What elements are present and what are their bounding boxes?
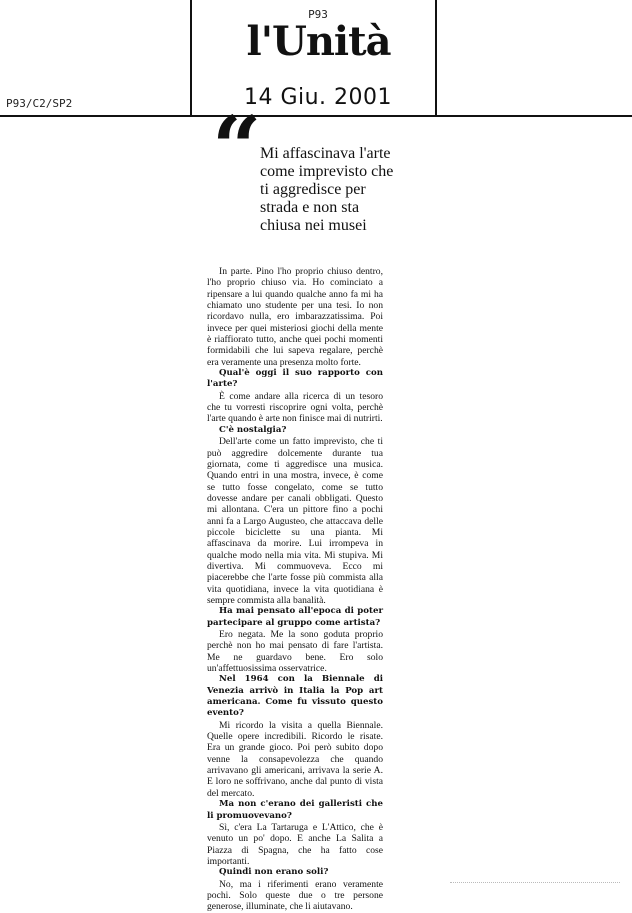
- article-paragraph: Sì, c'era La Tartaruga e L'Attico, che è venuto un po' dopo. E anche La Salita a Piazza di Spagna, che ha fatto cose importanti.: [207, 821, 383, 867]
- publication-date: 14 Giu. 2001: [243, 85, 393, 110]
- header-bottom-rule: [0, 115, 632, 117]
- article-paragraph: Ero negata. Me la sono goduta proprio perchè non ho mai pensato di fare l'artista. Me ne guardavo bene. Ero solo un'affettuosissima osservatrice.: [207, 629, 383, 675]
- header-left-rule: [190, 0, 192, 117]
- article-paragraph: In parte. Pino l'ho proprio chiuso dentro, l'ho proprio chiuso via. Ho cominciato a ripensare a lui quando qualche anno fa mi ha chiamato uno studente per una tesi. Io non ricordavo nulla, ero imbarazzatissima. Poi invece per quei misteriosi giochi della mente è riaffiorato tutto, anche quei pochi momenti formidabili che lui sapeva regalare, perchè era veramente una presenza molto forte.: [207, 266, 383, 368]
- interview-question: Qual'è oggi il suo rapporto con l'arte?: [207, 368, 383, 390]
- article-paragraph: È come andare alla ricerca di un tesoro che tu vorresti riscoprire ogni volta, perchè l'arte quando è arte non finisce mai di nutrirti.: [207, 390, 383, 425]
- interview-question: Ma non c'erano dei galleristi che li promuovevano?: [207, 799, 383, 821]
- scan-artifact-divider: [450, 882, 620, 885]
- interview-question: Ha mai pensato all'epoca di poter partecipare al gruppo come artista?: [207, 606, 383, 628]
- header-right-rule: [435, 0, 437, 117]
- section-code: P93/C2/SP2: [6, 97, 73, 110]
- interview-question: Nel 1964 con la Biennale di Venezia arrivò in Italia la Pop art americana. Come fu vissuto questo evento?: [207, 674, 383, 719]
- article-paragraph: Dell'arte come un fatto imprevisto, che ti può aggredire dolcemente durante tua giornata, come ti aggredisce una musica. Quando entri in una mostra, invece, è come se tutto fosse congelato, come se tutto dovesse andare per canali obbligati. Questo mi allontana. C'era un pittore fino a pochi anni fa a Largo Augusteo, che attaccava delle piccole biciclette su una pianta. Mi affascinava da morire. Lui irrompeva in qualche modo nella mia vita. Mi stupiva. Mi divertiva. Mi commuoveva. Ecco mi piacerebbe che l'arte fosse più commista alla vita quotidiana, invece la vita quotidiana è sempre commista alla banalità.: [207, 436, 383, 606]
- pull-quote: Mi affascinava l'arte come imprevisto che ti aggredisce per strada e non sta chiusa nei musei: [260, 145, 394, 234]
- newspaper-logo: l'Unità: [246, 18, 391, 65]
- article-paragraph: Mi ricordo la visita a quella Biennale. Quelle opere incredibili. Ricordo le risate. Era un grande gioco. Poi però subito dopo venne la consapevolezza che quando arrivavano gli americani, arrivava la serie A. E loro ne soffrivano, anche dal punto di vista del mercato.: [207, 719, 383, 799]
- article-paragraph: No, ma i riferimenti erano veramente pochi. Solo queste due o tre persone generose, illuminate, che li aiutavano.: [207, 878, 383, 913]
- page-code: P93: [308, 8, 328, 21]
- quote-mark-icon: “: [212, 98, 262, 199]
- interview-question: Quindi non erano soli?: [219, 867, 329, 878]
- article-body: [207, 266, 383, 913]
- interview-question: C'è nostalgia?: [219, 424, 287, 435]
